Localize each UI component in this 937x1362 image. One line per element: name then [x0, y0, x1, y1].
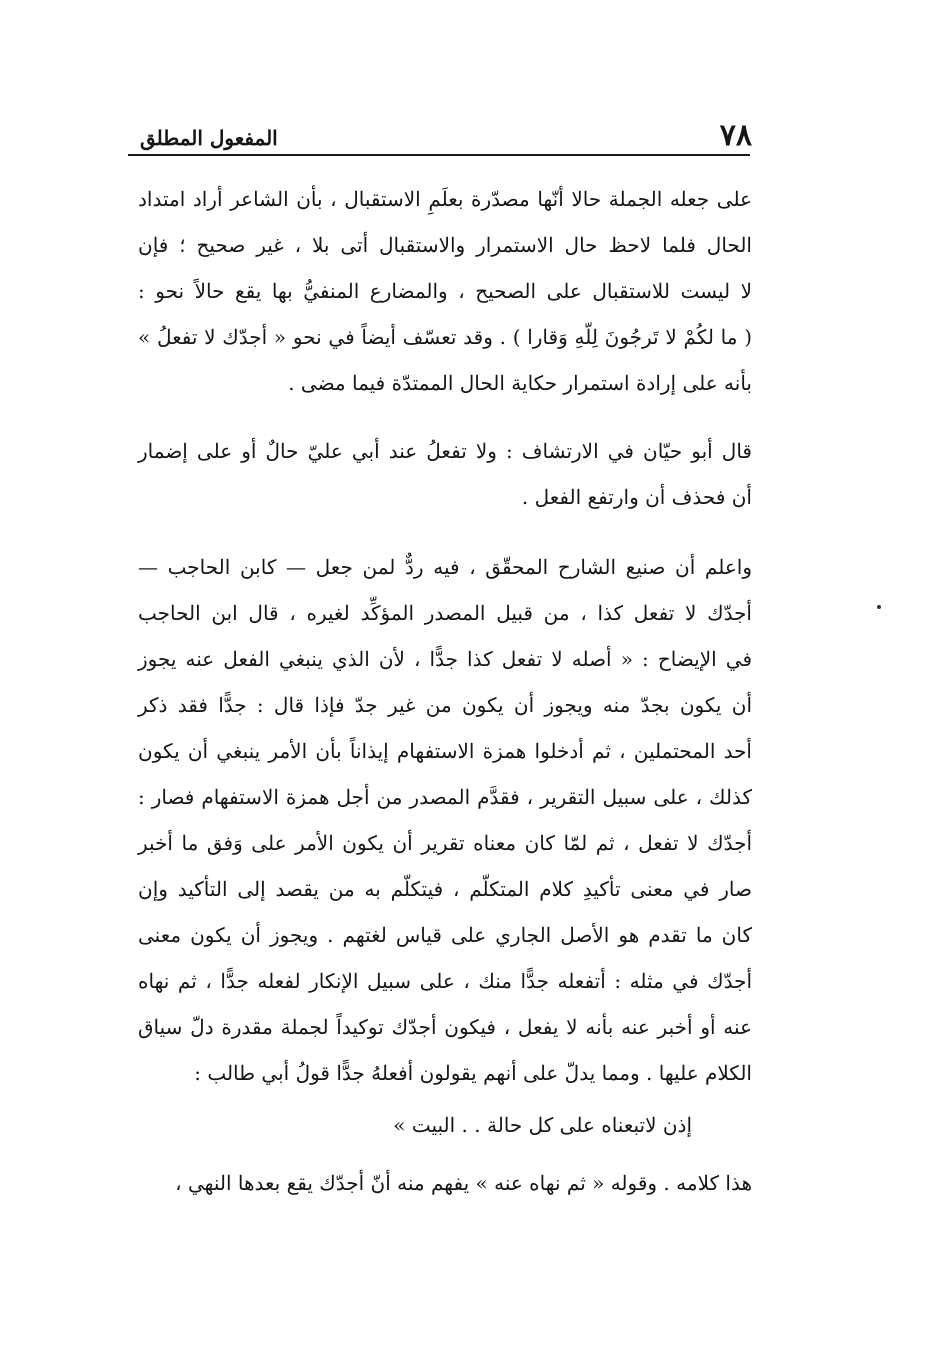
text-line: أن يكون بجدّ منه ويجوز أن يكون من غير جدّ فإذا قال : جدًّا فقد ذكر: [138, 693, 752, 717]
text-line: كذلك ، على سبيل التقرير ، فقدَّم المصدر من أجل همزة الاستفهام فصار :: [138, 785, 752, 809]
text-line: أجدّك لا تفعل ، ثم لمّا كان معناه تقرير أن يكون الأمر على وَفق ما أخبر: [138, 831, 752, 855]
text-line: قال أبو حيّان في الارتشاف : ولا تفعلُ عند أبي عليّ حالٌ أو على إضمار: [138, 439, 752, 463]
paragraph-1: [138, 176, 752, 406]
text-line: أجدّك لا تفعل كذا ، من قبيل المصدر المؤكِّد لغيره ، قال ابن الحاجب: [138, 601, 752, 625]
text-line: أن فحذف أن وارتفع الفعل .: [521, 485, 752, 509]
text-line: واعلم أن صنيع الشارح المحقّق ، فيه ردٌّ لمن جعل — كابن الحاجب —: [138, 555, 752, 579]
text-line: على جعله الجملة حالا أنّها مصدّرة بعلَمِ الاستقبال ، بأن الشاعر أراد امتداد: [138, 187, 752, 211]
text-line: أحد المحتملين ، ثم أدخلوا همزة الاستفهام إيذاناً بأن الأمر ينبغي أن يكون: [138, 739, 752, 763]
verse-line: إذن لاتبعناه على كل حالة . . البيت »: [393, 1113, 692, 1137]
paragraph-2: [138, 428, 752, 520]
text-line: لا ليست للاستقبال على الصحيح ، والمضارع المنفيُّ بها يقع حالاً نحو :: [138, 279, 752, 303]
running-title: المفعول المطلق: [140, 126, 278, 150]
margin-speck: [877, 605, 881, 609]
text-line: هذا كلامه . وقوله « ثم نهاه عنه » يفهم منه أنّ أجدّك يقع بعدها النهي ،: [175, 1171, 752, 1195]
text-line: صار في معنى تأكيدِ كلام المتكلّم ، فيتكلّم به من يقصد إلى التأكيد وإن: [138, 877, 752, 901]
text-line: الكلام عليها . ومما يدلّ على أنهم يقولون أفعلهُ جدًّا قولُ أبي طالب :: [194, 1061, 752, 1085]
closing-line: [138, 1160, 752, 1206]
body-text: [138, 176, 752, 1206]
text-line: أجدّك في مثله : أتفعله جدًّا منك ، على سبيل الإنكار لفعله جدًّا ، ثم نهاه: [138, 969, 752, 993]
text-line: في الإيضاح : « أصله لا تفعل كذا جدًّا ، لأن الذي ينبغي الفعل عنه يجوز: [138, 647, 752, 671]
text-line: عنه أو أخبر عنه بأنه لا يفعل ، فيكون أجدّك توكيداً لجملة مقدرة دلّ سياق: [138, 1015, 752, 1039]
text-line: كان ما تقدم هو الأصل الجاري على قياس لغتهم . ويجوز أن يكون معنى: [138, 923, 752, 947]
page-header: [130, 118, 752, 158]
page-number: ٧٨: [719, 118, 752, 153]
text-line: بأنه على إرادة استمرار حكاية الحال الممتدّة فيما مضى .: [288, 371, 752, 395]
text-line: ( ما لكُمْ لا تَرجُونَ لِلّهِ وَقارا ) . وقد تعسّف أيضاً في نحو « أجدّك لا تفعلُ »: [138, 325, 752, 349]
header-rule: [128, 154, 750, 156]
text-line: الحال فلما لاحظ حال الاستمرار والاستقبال أتى بلا ، غير صحيح ؛ فإن: [138, 233, 752, 257]
paragraph-3: [138, 544, 752, 1096]
